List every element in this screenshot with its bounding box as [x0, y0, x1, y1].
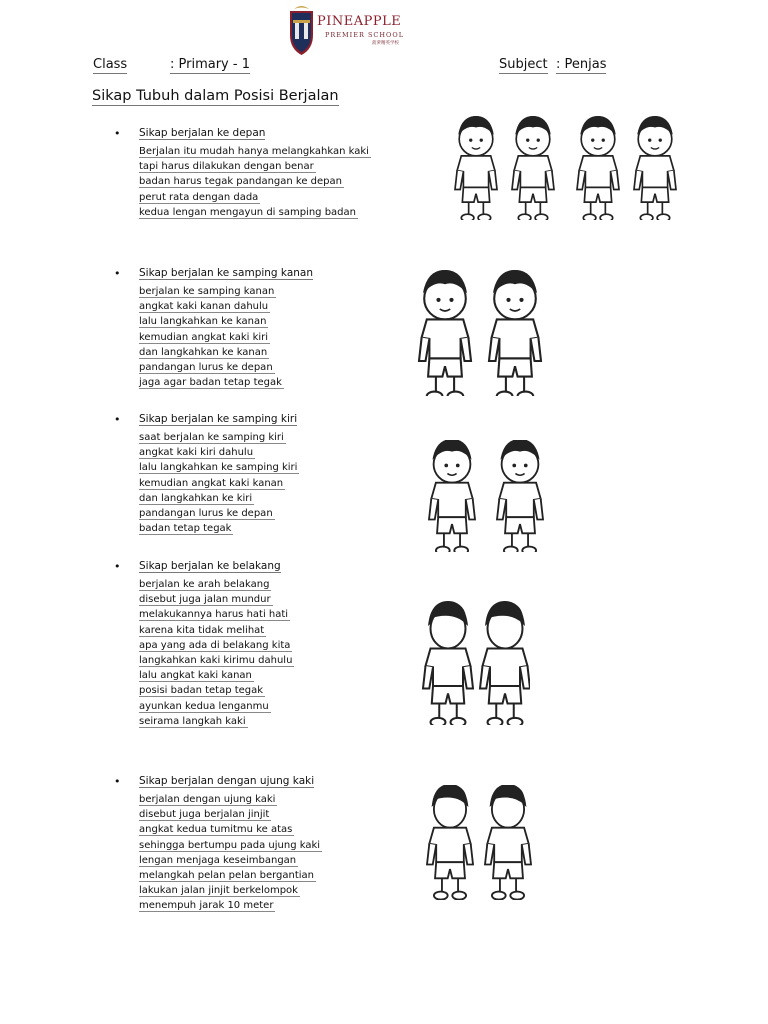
text-line: lengan menjaga keseimbangan: [139, 854, 297, 866]
bullet-icon: •: [114, 127, 121, 140]
subject-label: Subject: [499, 57, 548, 72]
illustration-walk-right: [400, 266, 560, 396]
text-line: berjalan dengan ujung kaki: [139, 794, 276, 805]
text-line: angkat kedua tumitmu ke atas: [139, 824, 293, 836]
text-line: posisi badan tetap tegak: [139, 685, 264, 697]
text-line: melangkah pelan pelan bergantian: [139, 870, 315, 882]
section-walk-forward: [114, 126, 414, 220]
section-walk-right: [114, 266, 414, 390]
child-figure: [423, 601, 473, 725]
child-figure: [429, 440, 475, 552]
bullet-icon: •: [114, 560, 121, 573]
text-line: jaga agar badan tetap tegak: [139, 377, 282, 389]
text-line: disebut juga jalan mundur: [139, 594, 271, 606]
text-line: lalu langkahkan ke kanan: [139, 316, 267, 328]
child-figure: [497, 440, 543, 552]
text-line: Berjalan itu mudah hanya melangkahkan kaki: [139, 146, 369, 157]
text-line: berjalan ke samping kanan: [139, 286, 275, 297]
illustration-walk-tiptoe: [420, 785, 540, 900]
section-walk-tiptoe: [114, 774, 414, 914]
text-line: melakukannya harus hati hati: [139, 609, 289, 621]
text-line: sehingga bertumpu pada ujung kaki: [139, 839, 321, 851]
text-line: pandangan lurus ke depan: [139, 508, 273, 520]
page-title: Sikap Tubuh dalam Posisi Berjalan: [92, 88, 339, 104]
text-line: angkat kaki kiri dahulu: [139, 447, 254, 459]
text-line: menempuh jarak 10 meter: [139, 900, 274, 912]
text-line: berjalan ke arah belakang: [139, 579, 270, 590]
section-heading: • Sikap berjalan ke samping kiri: [114, 413, 298, 426]
text-line: apa yang ada di belakang kita: [139, 639, 291, 651]
text-line: ayunkan kedua lenganmu: [139, 700, 269, 712]
text-line: dan langkahkan ke kiri: [139, 492, 253, 504]
text-line: seirama langkah kaki: [139, 715, 246, 727]
text-line: kemudian angkat kaki kanan: [139, 477, 284, 489]
text-line: badan tetap tegak: [139, 523, 232, 535]
child-figure: [427, 785, 473, 900]
text-line: disebut juga berjalan jinjit: [139, 809, 270, 821]
text-line: badan harus tegak pandangan ke depan: [139, 176, 342, 188]
text-line: saat berjalan ke samping kiri: [139, 432, 284, 443]
illustration-walk-forward: [448, 115, 688, 220]
school-name: PINEAPPLE: [317, 14, 402, 29]
text-line: dan langkahkan ke kanan: [139, 346, 268, 358]
text-line: kemudian angkat kaki kiri: [139, 331, 269, 343]
class-value: : Primary - 1: [170, 57, 250, 72]
school-subtitle: PREMIER SCHOOL: [325, 31, 405, 39]
text-line: perut rata dengan dada: [139, 191, 259, 203]
subject-value: : Penjas: [556, 57, 607, 72]
child-figure: [480, 601, 530, 725]
child-figure: [489, 270, 541, 396]
section-heading: • Sikap berjalan ke belakang: [114, 560, 281, 573]
child-figure: [577, 116, 619, 220]
child-figure: [485, 785, 531, 900]
section-walk-left: [114, 412, 414, 536]
illustration-walk-left: [420, 440, 550, 552]
section-heading: • Sikap berjalan dengan ujung kaki: [114, 775, 315, 788]
text-line: kedua lengan mengayun di samping badan: [139, 206, 356, 218]
section-heading: • Sikap berjalan ke samping kanan: [114, 267, 314, 280]
text-line: tapi harus dilakukan dengan benar: [139, 161, 314, 173]
text-line: langkahkan kaki kirimu dahulu: [139, 655, 293, 667]
text-line: angkat kaki kanan dahulu: [139, 301, 269, 313]
child-figure: [634, 116, 676, 220]
child-figure: [512, 116, 554, 220]
text-line: lalu angkat kaki kanan: [139, 670, 252, 682]
school-chinese-name: 菠萝精英学校: [372, 41, 399, 46]
child-figure: [455, 116, 497, 220]
text-line: karena kita tidak melihat: [139, 624, 265, 636]
text-line: lakukan jalan jinjit berkelompok: [139, 885, 298, 897]
section-heading: • Sikap berjalan ke depan: [114, 127, 266, 140]
section-walk-backward: [114, 559, 414, 729]
bullet-icon: •: [114, 413, 121, 426]
text-line: pandangan lurus ke depan: [139, 362, 273, 374]
text-line: lalu langkahkan ke samping kiri: [139, 462, 298, 474]
bullet-icon: •: [114, 267, 121, 280]
bullet-icon: •: [114, 775, 121, 788]
child-figure: [419, 270, 471, 396]
class-label: Class: [93, 57, 128, 72]
illustration-walk-backward: [420, 600, 530, 725]
